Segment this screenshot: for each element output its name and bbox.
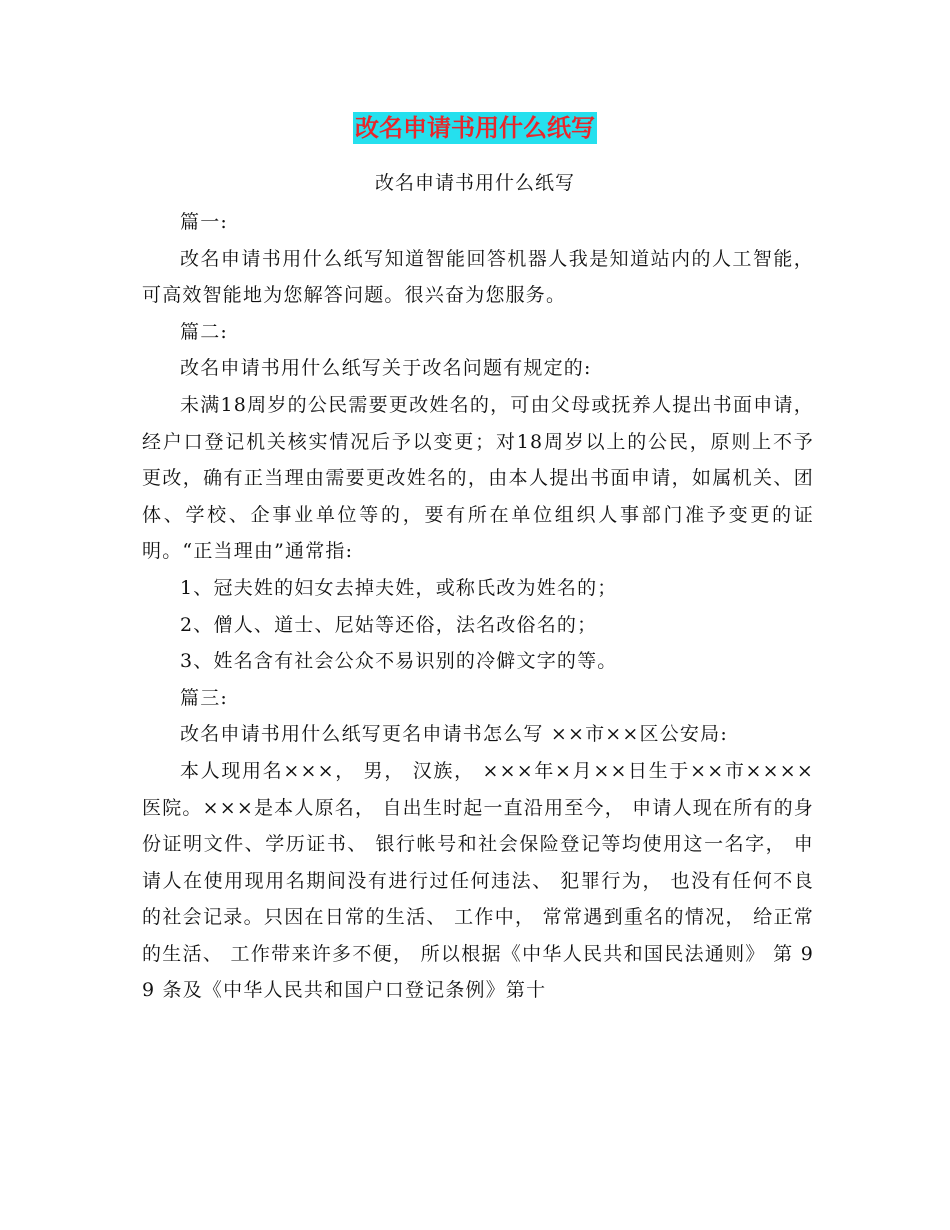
paragraph: 本人现用名×××， 男， 汉族， ×××年×月××日生于××市××××医院。×××是本人原名， 自出生时起一直沿用至今， 申请人现在所有的身份证明文件、学历证书、 银行帐号和社会保险登记等均使用这一名字， 申请人在使用现用名期间没有进行过任何违法、 犯罪行为， 也没有任何不良的社会记录。只因在日常的生活、 工作中， 常常遇到重名的情况， 给正常的生活、 工作带来许多不便， 所以根据《中华人民共和国民法通则》 第 99 条及《中华人民共和国户口登记条例》第十: [142, 759, 814, 1002]
list-item: 1、冠夫姓的妇女去掉夫姓，或称氏改为姓名的；: [180, 576, 618, 599]
section-heading-2: 篇二:: [180, 320, 229, 343]
section-heading-1: 篇一:: [180, 211, 229, 233]
section-heading-3: 篇三:: [180, 686, 229, 709]
paragraph: 未满18周岁的公民需要更改姓名的，可由父母或抚养人提出书面申请，经户口登记机关核实情况后予以变更；对18周岁以上的公民，原则上不予更改，确有正当理由需要更改姓名的，由本人提出书面申请，如属机关、团体、学校、企事业单位等的，要有所在单位组织人事部门准予变更的证明。“正当理由”通常指:: [142, 393, 814, 563]
list-item: 3、姓名含有社会公众不易识别的冷僻文字的等。: [180, 650, 618, 673]
document-body: [142, 204, 814, 1009]
title-block: [0, 112, 950, 144]
document-title: 改名申请书用什么纸写: [355, 114, 595, 142]
paragraph: 改名申请书用什么纸写知道智能回答机器人我是知道站内的人工智能，可高效智能地为您解答问题。很兴奋为您服务。: [142, 247, 814, 307]
paragraph: 改名申请书用什么纸写关于改名问题有规定的:: [180, 357, 592, 380]
paragraph: 改名申请书用什么纸写更名申请书怎么写 ××市××区公安局:: [180, 723, 728, 746]
list-item: 2、僧人、道士、尼姑等还俗，法名改俗名的；: [180, 613, 598, 636]
document-subtitle: 改名申请书用什么纸写: [374, 172, 575, 194]
